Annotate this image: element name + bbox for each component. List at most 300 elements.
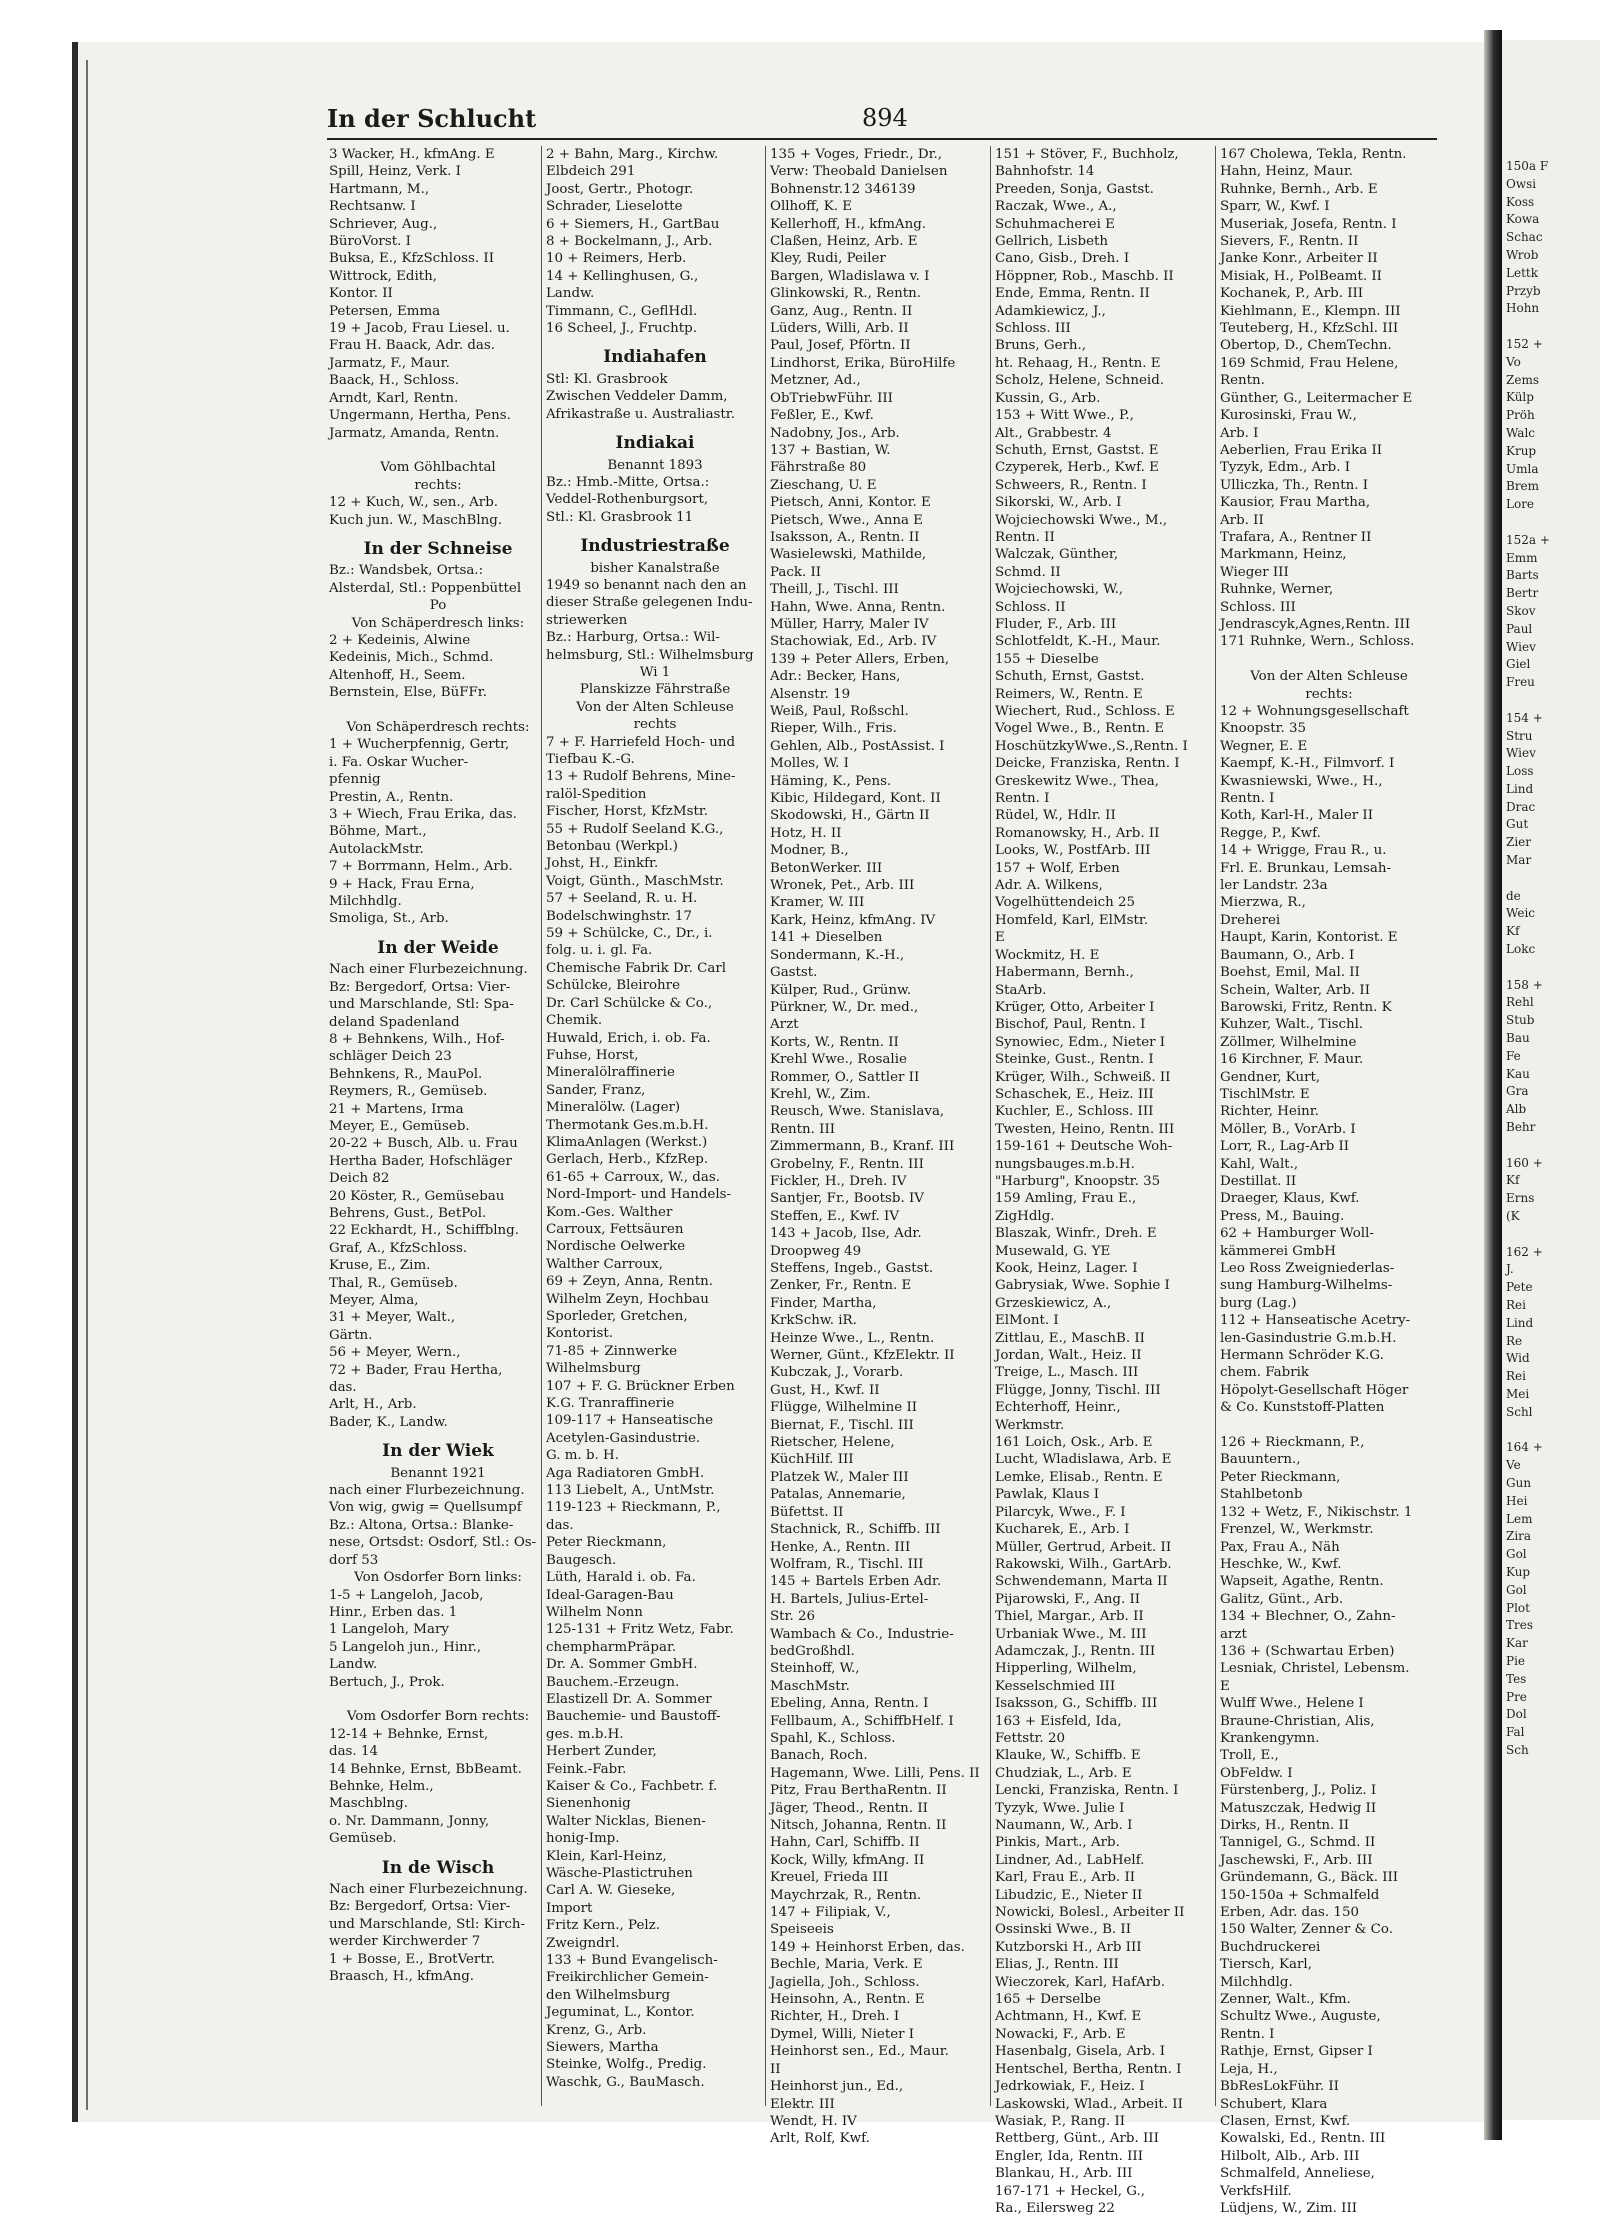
directory-entry: Feßler, E., Kwf.	[770, 408, 874, 424]
directory-entry: Kontorist.	[546, 1326, 613, 1342]
directory-entry: Rentn. I	[995, 791, 1050, 807]
directory-entry: Tyzyk, Edm., Arb. I	[1220, 460, 1351, 476]
directory-entry: Joost, Gertr., Photogr.	[546, 181, 694, 197]
directory-entry: Milchhdlg.	[1220, 1974, 1293, 1990]
directory-column-5	[1220, 146, 1438, 2216]
directory-entry: Heinsohn, A., Rentn. E	[770, 1992, 925, 2008]
facing-page-line	[1506, 1226, 1600, 1244]
facing-page-line: Rei	[1506, 1298, 1526, 1312]
directory-entry: Obertop, D., ChemTechn.	[1220, 338, 1392, 354]
directory-entry: Haupt, Karin, Kontorist. E	[1220, 930, 1398, 946]
facing-page-line: Przyb	[1506, 283, 1541, 298]
directory-entry: Barowski, Fritz, Rentn. K	[1220, 999, 1392, 1015]
directory-entry: ElMont. I	[995, 1313, 1059, 1329]
directory-entry: 159-161 + Deutsche Woh-	[995, 1139, 1173, 1155]
directory-entry: 21 + Martens, Irma	[329, 1101, 464, 1117]
directory-entry: Altenhoff, H., Seem.	[329, 667, 466, 683]
directory-entry: Libudzic, E., Nieter II	[995, 1887, 1143, 1903]
street-heading: In der Wiek	[382, 1441, 494, 1462]
directory-entry: Clasen, Ernst, Kwf.	[1220, 2113, 1351, 2129]
directory-entry: Weiß, Paul, Roßschl.	[770, 704, 909, 719]
street-heading: Industriestraße	[580, 536, 730, 557]
directory-entry: Ruhnke, Bernh., Arb. E	[1220, 181, 1378, 197]
directory-entry: Habermann, Bernh.,	[995, 965, 1134, 981]
facing-page-line: 158 +	[1506, 977, 1543, 992]
directory-entry: Alsterdal, Stl.: Poppenbüttel	[329, 580, 522, 596]
facing-page-line: Paul	[1506, 621, 1533, 636]
directory-entry: Walther Carroux,	[546, 1256, 663, 1272]
directory-entry: Petersen, Emma	[329, 303, 441, 319]
facing-page-line: Erns	[1506, 1191, 1535, 1206]
directory-entry: Schmalfeld, Anneliese,	[1220, 2166, 1375, 2182]
directory-entry: Günther, G., Leitermacher E	[1220, 390, 1413, 406]
directory-entry: Külper, Rud., Grünw.	[770, 982, 912, 998]
directory-entry: 14 + Wrigge, Frau R., u.	[1220, 843, 1387, 859]
facing-page-line: Stru	[1506, 728, 1533, 743]
directory-entry: Stahlbetonb	[1220, 1487, 1303, 1503]
directory-entry: Bauuntern.,	[1220, 1452, 1301, 1468]
directory-entry: Blankau, H., Arb. III	[995, 2166, 1133, 2182]
directory-entry: Krenz, G., Arb.	[546, 2022, 647, 2038]
directory-entry: Kubczak, J., Vorarb.	[770, 1365, 904, 1381]
directory-entry: Tyzyk, Wwe. Julie I	[995, 1800, 1125, 1816]
directory-entry: Wäsche-Plastictruhen	[546, 1866, 693, 1881]
directory-entry: Zweigndrl.	[546, 1935, 620, 1951]
column-divider	[541, 146, 542, 2106]
street-note: Von der Alten Schleuse	[576, 699, 734, 715]
directory-entry: Graf, A., KfzSchloss.	[329, 1240, 468, 1256]
facing-page-line: Pete	[1506, 1280, 1533, 1295]
directory-entry: Zenker, Fr., Rentn. E	[770, 1278, 912, 1294]
directory-entry: 20 Köster, R., Gemüsebau	[329, 1188, 505, 1204]
directory-entry: Kom.-Ges. Walther	[546, 1204, 673, 1220]
directory-entry: Bz: Bergedorf, Ortsa: Vier-	[329, 1899, 511, 1915]
directory-entry: Stachnick, R., Schiffb. III	[770, 1522, 941, 1538]
directory-entry: Regge, P., Kwf.	[1220, 825, 1321, 841]
directory-entry: 165 + Derselbe	[995, 1992, 1101, 2008]
facing-page-line: Zems	[1506, 372, 1539, 387]
street-note: bisher Kanalstraße	[590, 560, 720, 576]
directory-entry: Modner, B.,	[770, 843, 849, 859]
directory-entry: Kramer, W. III	[770, 895, 865, 911]
directory-entry: KrkSchw. iR.	[770, 1313, 857, 1329]
directory-entry: Theill, J., Tischl. III	[770, 582, 899, 598]
directory-entry: Platzek W., Maler III	[770, 1469, 909, 1485]
facing-page-line: Wiev	[1506, 639, 1536, 654]
directory-entry: Aga Radiatoren GmbH.	[546, 1465, 705, 1481]
directory-entry: Achtmann, H., Kwf. E	[995, 2009, 1142, 2025]
directory-entry: Wieger III	[1220, 564, 1289, 580]
directory-entry: Jaschewski, F., Arb. III	[1220, 1852, 1373, 1868]
directory-entry: Schülcke, Bleirohre	[546, 978, 680, 994]
column-divider	[1215, 146, 1216, 2106]
facing-page-line: Bau	[1506, 1031, 1530, 1046]
directory-entry: das.	[329, 1380, 357, 1396]
directory-entry: Hartmann, M.,	[329, 181, 430, 197]
facing-page-line: Fal	[1506, 1725, 1525, 1740]
directory-entry: Dr. A. Sommer GmbH.	[546, 1657, 698, 1673]
directory-entry: K.G. Tranraffinerie	[546, 1396, 675, 1412]
directory-entry: das.	[546, 1517, 574, 1533]
directory-entry: Braasch, H., kfmAng.	[329, 1969, 475, 1985]
directory-entry: Bader, K., Landw.	[329, 1414, 448, 1430]
directory-entry: Richter, H., Dreh. I	[770, 2009, 900, 2025]
directory-entry: 13 + Rudolf Behrens, Mine-	[546, 769, 736, 785]
directory-entry: Lucht, Wladislawa, Arb. E	[995, 1452, 1172, 1468]
directory-entry: Schubert, Klara	[1220, 2096, 1328, 2112]
directory-entry: Reusch, Wwe. Stanislava,	[770, 1104, 945, 1120]
directory-entry: Kuch jun. W., MaschBlng.	[329, 512, 503, 528]
directory-entry: Wegner, E. E	[1220, 738, 1308, 754]
directory-entry: Galitz, Günt., Arb.	[1220, 1591, 1344, 1607]
facing-page-line: Krup	[1506, 443, 1537, 458]
book-gutter	[1484, 30, 1502, 2140]
directory-entry: Bz.: Wandsbek, Ortsa.:	[329, 563, 484, 579]
directory-entry: Höpolyt-Gesellschaft Höger	[1220, 1382, 1409, 1398]
directory-entry: Kuchler, E., Schloss. III	[995, 1104, 1154, 1120]
directory-entry: Hermann Schröder K.G.	[1220, 1348, 1384, 1364]
directory-entry: Kontor. II	[329, 286, 393, 302]
directory-entry: Walczak, Günther,	[995, 547, 1119, 563]
directory-entry: Arndt, Karl, Rentn.	[329, 390, 459, 406]
directory-entry: Kutzborski H., Arb III	[995, 1939, 1142, 1955]
facing-page-line: Kar	[1506, 1636, 1528, 1651]
directory-entry: Gehlen, Alb., PostAssist. I	[770, 738, 945, 754]
directory-entry: Thal, R., Gemüseb.	[329, 1275, 458, 1291]
directory-entry: burg (Lag.)	[1220, 1295, 1297, 1311]
directory-entry: Kruse, E., Zim.	[329, 1258, 431, 1274]
facing-page-line: Brem	[1506, 479, 1540, 494]
directory-entry: Lesniak, Christel, Lebensm.	[1220, 1661, 1410, 1677]
directory-entry: Wasielewski, Mathilde,	[770, 547, 927, 563]
directory-entry: Nowacki, F., Arb. E	[995, 2026, 1126, 2042]
directory-entry: Grzeskiewicz, A.,	[995, 1295, 1112, 1311]
facing-page-line: 160 +	[1506, 1155, 1543, 1170]
directory-entry: Rentn. I	[1220, 2026, 1275, 2042]
directory-entry: 133 + Bund Evangelisch-	[546, 1953, 718, 1969]
directory-entry: Kausior, Frau Martha,	[1220, 495, 1371, 511]
directory-entry: Karl, Frau E., Arb. II	[995, 1870, 1136, 1886]
column-divider	[990, 146, 991, 2106]
directory-entry: Misiak, H., PolBeamt. II	[1220, 268, 1382, 284]
directory-entry: 7 + Borrmann, Helm., Arb.	[329, 859, 513, 875]
directory-entry: Kark, Heinz, kfmAng. IV	[770, 912, 936, 928]
street-note: Von Schäperdresch links:	[351, 615, 525, 631]
directory-entry: Maschblng.	[329, 1796, 408, 1812]
directory-entry: 1 + Bosse, E., BrotVertr.	[329, 1951, 495, 1967]
directory-entry: Droopweg 49	[770, 1243, 862, 1259]
directory-entry: Baugesch.	[546, 1552, 617, 1568]
directory-entry: Siewers, Martha	[546, 2040, 659, 2056]
directory-entry: kämmerei GmbH	[1220, 1243, 1336, 1259]
directory-entry: Wilhelm Nonn	[546, 1604, 643, 1620]
directory-entry: Jarmatz, F., Maur.	[329, 355, 450, 371]
directory-entry: Bohnenstr.12 346139	[770, 181, 916, 197]
directory-entry: Carl A. W. Gieseke,	[546, 1883, 676, 1899]
facing-page-line: Rei	[1506, 1369, 1526, 1384]
directory-entry: Kock, Willy, kfmAng. II	[770, 1852, 925, 1868]
directory-entry: arzt	[1220, 1626, 1247, 1642]
directory-entry: 12 + Wohnungsgesellschaft	[1220, 704, 1409, 719]
directory-entry: TischlMstr. E	[1220, 1086, 1310, 1102]
directory-entry: 150-150a + Schmalfeld	[1220, 1887, 1380, 1903]
directory-entry: Reymers, R., Gemüseb.	[329, 1084, 488, 1100]
facing-page-line: Mei	[1506, 1386, 1530, 1401]
directory-entry: Walter Nicklas, Bienen-	[546, 1813, 706, 1829]
directory-entry: Arb. II	[1220, 512, 1264, 528]
directory-entry: Tannigel, G., Schmd. II	[1220, 1835, 1376, 1851]
directory-entry: 135 + Voges, Friedr., Dr.,	[770, 147, 943, 162]
directory-entry: Glinkowski, R., Rentn.	[770, 286, 922, 302]
facing-page-line: 152a +	[1506, 532, 1550, 547]
facing-page-line: Bertr	[1506, 586, 1539, 601]
facing-page-line: Behr	[1506, 1120, 1536, 1135]
facing-page-line: Koss	[1506, 194, 1535, 209]
directory-entry: 109-117 + Hanseatische	[546, 1413, 714, 1429]
directory-entry: das. 14	[329, 1744, 378, 1760]
facing-page-line: 164 +	[1506, 1440, 1543, 1455]
directory-column-4	[995, 146, 1213, 2216]
directory-entry: ObTriebwFühr. III	[770, 390, 893, 406]
directory-entry: Adamkiewicz, J.,	[995, 303, 1106, 319]
directory-entry: Arb. I	[1220, 425, 1259, 441]
directory-entry: Krankengymn.	[1220, 1730, 1320, 1746]
directory-entry: Czyperek, Herb., Kwf. E	[995, 460, 1159, 476]
directory-entry: Tiersch, Karl,	[1220, 1957, 1312, 1973]
directory-entry: bedGroßhdl.	[770, 1643, 855, 1659]
facing-page-line: Lokc	[1506, 942, 1536, 957]
directory-entry: Adr.: Becker, Hans,	[770, 669, 901, 685]
directory-entry: Fischer, Horst, KfzMstr.	[546, 804, 709, 820]
directory-entry: helmsburg, Stl.: Wilhelmsburg	[546, 647, 754, 663]
facing-page-line	[1506, 692, 1600, 710]
directory-entry: StaArb.	[995, 982, 1047, 998]
directory-entry: Krehl Wwe., Rosalie	[770, 1052, 907, 1068]
directory-entry: Behnkens, R., MauPol.	[329, 1066, 483, 1082]
directory-entry: Schuth, Ernst, Gastst.	[995, 669, 1145, 685]
directory-entry: Kuhzer, Walt., Tischl.	[1220, 1017, 1364, 1033]
directory-entry: Looks, W., PostfArb. III	[995, 843, 1151, 859]
directory-entry: Metzner, Ad.,	[770, 373, 861, 389]
directory-entry: Teuteberg, H., KfzSchl. III	[1220, 321, 1399, 337]
directory-entry: 62 + Hamburger Woll-	[1220, 1226, 1374, 1242]
directory-entry: E	[1220, 1678, 1230, 1694]
directory-entry: Sander, Franz,	[546, 1082, 646, 1098]
directory-entry: Pietsch, Wwe., Anna E	[770, 512, 923, 528]
street-heading: In der Weide	[377, 937, 499, 958]
facing-page-line: Tres	[1506, 1618, 1533, 1633]
directory-entry: Nach einer Flurbezeichnung.	[329, 1882, 528, 1897]
directory-entry: Müller, Harry, Maler IV	[770, 616, 929, 632]
directory-entry: E	[995, 930, 1005, 946]
facing-page-line: Rehl	[1506, 995, 1534, 1010]
directory-entry: Urbaniak Wwe., M. III	[995, 1626, 1147, 1642]
directory-entry: Reimers, W., Rentn. E	[995, 686, 1143, 702]
directory-entry: Deicke, Franziska, Rentn. I	[995, 756, 1180, 772]
facing-page-line: Loss	[1506, 764, 1534, 779]
directory-entry: Paul, Josef, Pförtn. II	[770, 338, 911, 354]
directory-entry: Sienenhonig	[546, 1796, 631, 1812]
street-note: Benannt 1893	[607, 457, 703, 473]
directory-entry: Bauchemie- und Baustoff-	[546, 1709, 721, 1725]
directory-entry: Braune-Christian, Alis,	[1220, 1713, 1375, 1729]
directory-entry: nach einer Flurbezeichnung.	[329, 1483, 525, 1499]
directory-entry: Wolfram, R., Tischl. III	[770, 1556, 924, 1572]
directory-entry: 136 + (Schwartau Erben)	[1220, 1643, 1395, 1659]
directory-entry: Höppner, Rob., Maschb. II	[995, 268, 1174, 284]
directory-entry: i. Fa. Oskar Wucher-	[329, 754, 469, 770]
directory-entry: Pilarcyk, Wwe., F. I	[995, 1504, 1126, 1520]
directory-entry: Steinke, Gust., Rentn. I	[995, 1052, 1154, 1068]
directory-entry: 8 + Bockelmann, J., Arb.	[546, 234, 713, 250]
directory-entry: Pawlak, Klaus I	[995, 1487, 1100, 1503]
directory-entry: 143 + Jacob, Ilse, Adr.	[770, 1226, 922, 1242]
directory-entry: Zimmermann, B., Kranf. III	[770, 1139, 955, 1155]
facing-page-line: Lem	[1506, 1511, 1533, 1526]
facing-page-line: Alb	[1506, 1102, 1527, 1117]
directory-entry: Büfettst. II	[770, 1504, 844, 1520]
directory-entry: Kley, Rudi, Peiler	[770, 251, 886, 267]
directory-entry: Zittlau, E., MaschB. II	[995, 1330, 1145, 1346]
directory-entry: Finder, Martha,	[770, 1295, 877, 1311]
directory-entry: KüchHilf. III	[770, 1452, 854, 1468]
facing-page-line: Drac	[1506, 799, 1536, 814]
directory-entry: Fuhse, Horst,	[546, 1047, 639, 1063]
directory-entry: Rommer, O., Sattler II	[770, 1069, 920, 1085]
directory-entry: Synowiec, Edm., Nieter I	[995, 1034, 1166, 1050]
directory-entry: Hagemann, Wwe. Lilli, Pens. II	[770, 1765, 980, 1781]
directory-entry: Kreuel, Frieda III	[770, 1870, 889, 1886]
street-note: Wi 1	[639, 664, 671, 680]
street-heading: Indiahafen	[603, 347, 707, 368]
directory-entry: Fluder, F., Arb. III	[995, 616, 1117, 632]
directory-entry: Leo Ross Zweigniederlas-	[1220, 1261, 1395, 1276]
directory-entry: 14 + Kellinghusen, G.,	[546, 268, 699, 284]
directory-entry: ges. m.b.H.	[546, 1726, 624, 1742]
directory-entry: Zöllmer, Wilhelmine	[1220, 1034, 1357, 1050]
directory-entry: Jendrascyk,Agnes,Rentn. III	[1220, 616, 1411, 632]
directory-entry: Thermotank Ges.m.b.H.	[546, 1117, 709, 1133]
directory-entry: 69 + Zeyn, Anna, Rentn.	[546, 1274, 714, 1290]
directory-entry: Echterhoff, Heinr.,	[995, 1400, 1121, 1416]
directory-entry: Erben, Adr. das. 150	[1220, 1905, 1359, 1921]
directory-entry: Destillat. II	[1220, 1173, 1297, 1189]
directory-entry: Vogel Wwe., B., Rentn. E	[995, 721, 1164, 737]
directory-column-2	[546, 146, 764, 2106]
directory-entry: Fährstraße 80	[770, 460, 867, 476]
directory-entry: Schuhmacherei E	[995, 216, 1115, 232]
directory-entry: Engler, Ida, Rentn. III	[995, 2148, 1143, 2164]
street-note: rechts	[633, 717, 677, 733]
directory-entry: Naumann, W., Arb. I	[995, 1818, 1133, 1833]
street-note: Vom Göhlbachtal	[380, 460, 496, 476]
directory-entry: Claßen, Heinz, Arb. E	[770, 234, 918, 250]
directory-entry: Möller, B., VorArb. I	[1220, 1121, 1356, 1137]
directory-entry: Laskowski, Wlad., Arbeit. II	[995, 2096, 1183, 2112]
directory-entry: Pitz, Frau BerthaRentn. II	[770, 1783, 947, 1799]
directory-entry: Waschk, G., BauMasch.	[546, 2074, 705, 2090]
directory-entry: Twesten, Heino, Rentn. III	[995, 1121, 1175, 1137]
directory-entry: Gastst.	[770, 965, 818, 981]
directory-entry: Gärtn.	[329, 1327, 373, 1343]
facing-page-line: Gun	[1506, 1475, 1532, 1490]
directory-entry: Landw.	[546, 286, 595, 302]
street-heading: In de Wisch	[381, 1857, 495, 1878]
directory-entry: Kurosinski, Frau W.,	[1220, 408, 1357, 424]
facing-page-line: Pre	[1506, 1689, 1527, 1704]
directory-entry: Nitsch, Johanna, Rentn. II	[770, 1818, 947, 1833]
facing-page-line: Umla	[1506, 461, 1539, 476]
directory-entry: Wambach & Co., Industrie-	[770, 1626, 954, 1642]
directory-entry: H. Bartels, Julius-Ertel-	[770, 1591, 929, 1607]
directory-entry: Ende, Emma, Rentn. II	[995, 286, 1150, 302]
directory-entry: Böhme, Mart.,	[329, 824, 427, 840]
directory-entry: Krehl, W., Zim.	[770, 1086, 871, 1102]
directory-entry: Hipperling, Wilhelm,	[995, 1661, 1137, 1677]
directory-entry: 155 + Dieselbe	[995, 651, 1099, 667]
directory-entry: honig-Imp.	[546, 1831, 620, 1847]
facing-page-line: Gra	[1506, 1084, 1529, 1099]
directory-entry: Scholz, Helene, Schneid.	[995, 373, 1165, 389]
directory-entry: Adamczak, J., Rentn. III	[995, 1643, 1156, 1659]
directory-entry: Schwendemann, Marta II	[995, 1574, 1168, 1590]
directory-entry: Gemüseb.	[329, 1831, 397, 1847]
directory-entry: Bechle, Maria, Verk. E	[770, 1957, 923, 1973]
directory-entry: Wapseit, Agathe, Rentn.	[1220, 1574, 1384, 1590]
facing-page-line: Mar	[1506, 853, 1532, 868]
directory-entry: Spahl, K., Schloss.	[770, 1730, 896, 1746]
directory-entry: 169 Schmid, Frau Helene,	[1220, 355, 1399, 371]
directory-entry: Buchdruckerei	[1220, 1939, 1321, 1955]
directory-entry: Sondermann, K.-H.,	[770, 947, 905, 963]
facing-page-line: Wid	[1506, 1351, 1530, 1366]
directory-entry: dorf 53	[329, 1552, 379, 1568]
directory-entry: Hentschel, Bertha, Rentn. I	[995, 2061, 1182, 2077]
directory-entry: 16 Kirchner, F. Maur.	[1220, 1052, 1364, 1068]
directory-entry: Greskewitz Wwe., Thea,	[995, 773, 1160, 789]
directory-entry: Schmd. II	[995, 564, 1061, 580]
directory-entry: 167-171 + Heckel, G.,	[995, 2183, 1146, 2199]
directory-entry: Rathje, Ernst, Gipser I	[1220, 2044, 1373, 2060]
directory-entry: Schloss. II	[995, 599, 1066, 615]
page-edge	[86, 60, 88, 2110]
directory-entry: nungsbauges.m.b.H.	[995, 1156, 1135, 1172]
directory-entry: Schaschek, E., Heiz. III	[995, 1086, 1154, 1102]
directory-entry: Santjer, Fr., Bootsb. IV	[770, 1191, 924, 1207]
directory-entry: Elias, J., Rentn. III	[995, 1957, 1119, 1973]
street-note: Planskizze Fährstraße	[579, 682, 731, 698]
directory-entry: Troll, E.,	[1220, 1748, 1279, 1764]
directory-entry: Chemik.	[546, 1013, 603, 1029]
directory-entry: Knoopstr. 35	[1220, 721, 1307, 737]
directory-entry: 161 Loich, Osk., Arb. E	[995, 1435, 1153, 1451]
facing-page-line	[1506, 514, 1600, 532]
directory-entry: Landw.	[329, 1657, 378, 1673]
directory-entry: VerkfsHilf.	[1220, 2183, 1292, 2199]
directory-entry: Ollhoff, K. E	[770, 199, 853, 215]
directory-entry: Steinke, Wolfg., Predig.	[546, 2057, 707, 2073]
directory-entry: Alsenstr. 19	[770, 686, 851, 702]
directory-entry: 119-123 + Rieckmann, P.,	[546, 1500, 721, 1516]
directory-entry: Hilbolt, Alb., Arb. III	[1220, 2148, 1360, 2164]
directory-entry: Gendner, Kurt,	[1220, 1069, 1321, 1085]
directory-entry: 56 + Meyer, Wern.,	[329, 1345, 461, 1361]
directory-entry: Blaszak, Winfr., Dreh. E	[995, 1226, 1157, 1242]
directory-entry: ObFeldw. I	[1220, 1765, 1293, 1781]
directory-entry: Nowicki, Bolesl., Arbeiter II	[995, 1905, 1185, 1921]
directory-entry: o. Nr. Dammann, Jonny,	[329, 1813, 490, 1829]
directory-entry: Wiechert, Rud., Schloss. E	[995, 704, 1175, 719]
